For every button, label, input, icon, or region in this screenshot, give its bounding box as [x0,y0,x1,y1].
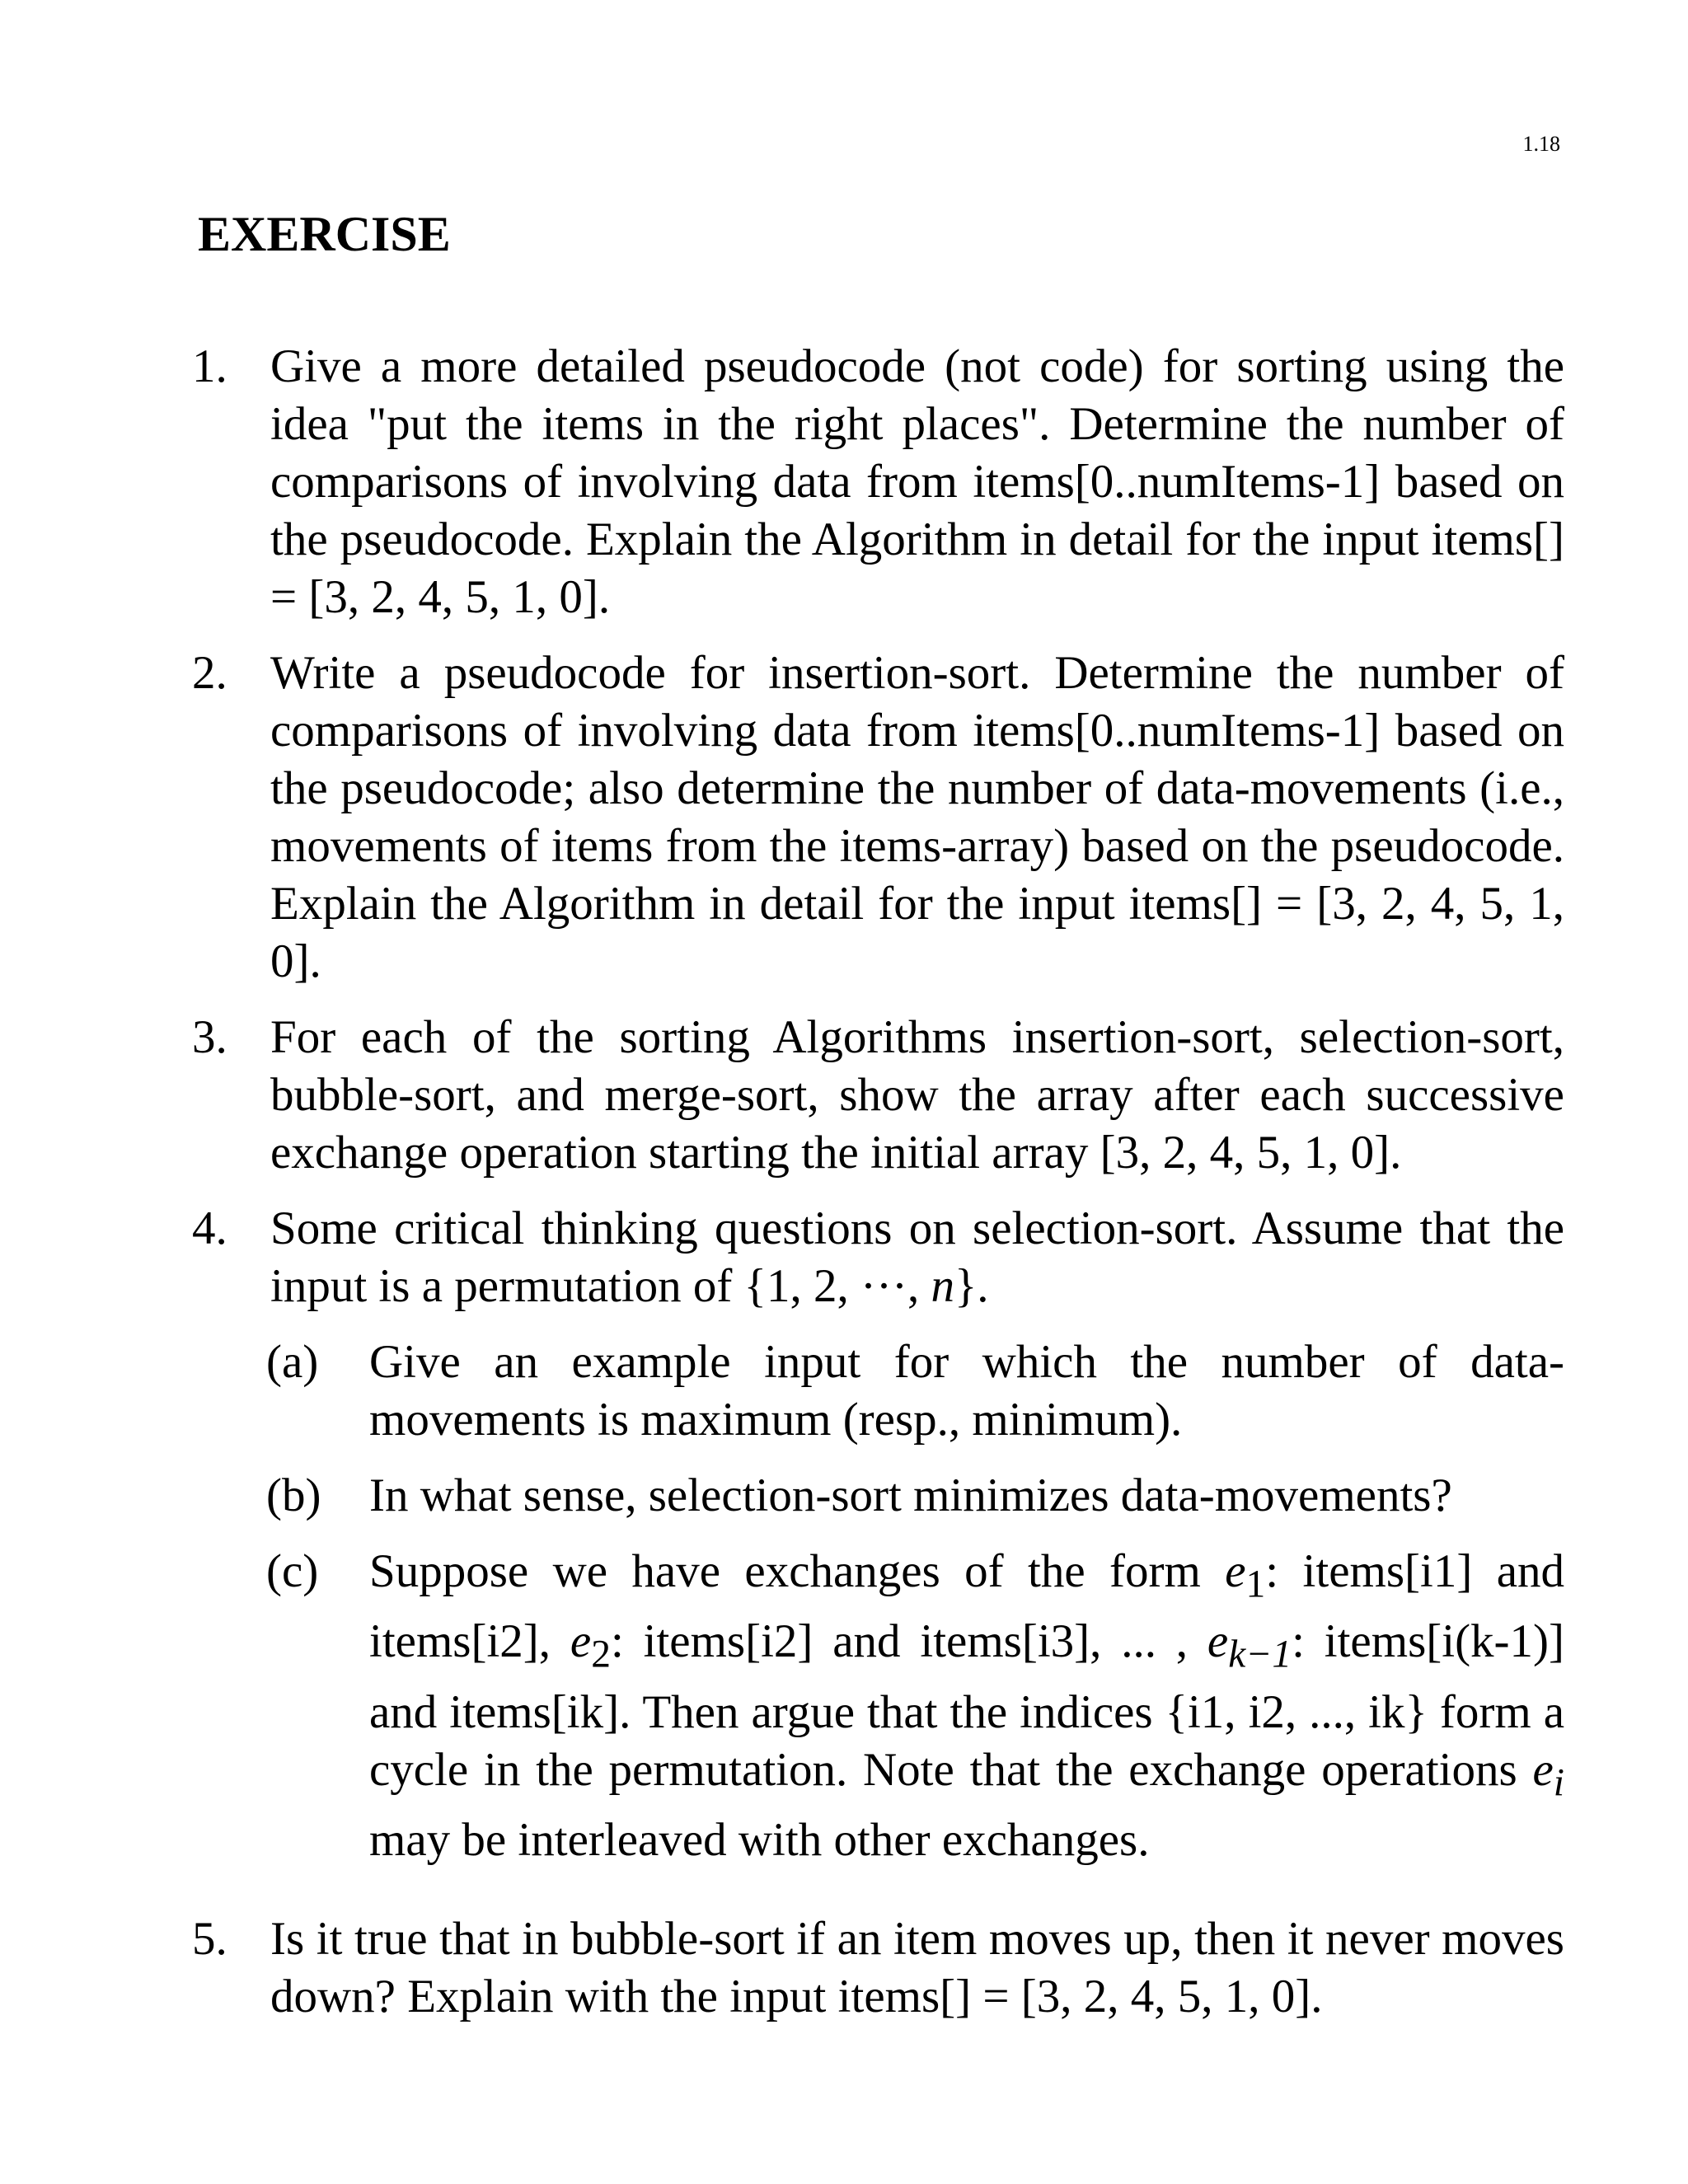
item-text: For each of the sorting Algorithms insertion-sort, selection-sort, bubble-sort, and merge-sort, show the array after each successive exchange operation starting the initial array [3, 2, 4, 5, 1, 0]. [270,1011,1564,1179]
subitem-label: (b) [266,1469,321,1521]
item-number: 3. [192,1011,227,1063]
item-text: Is it true that in bubble-sort if an item moves up, then it never moves down? Explain with the input items[] = [3, 2, 4, 5, 1, 0]. [270,1913,1564,2023]
item-text: Write a pseudocode for insertion-sort. Determine the number of comparisons of involving data from items[0..numItems-1] based on the pseudocode; also determine the number of data-movements (i.e., movements of items from the items-array) based on the pseudocode. Explain the Algorithm in detail for the input items[] = [3, 2, 4, 5, 1, 0]. [270,647,1564,987]
subitem-text: Give an example input for which the number of data-movements is maximum (resp., minimum). [369,1336,1564,1446]
exercise-list [0,338,1688,2044]
exercise-subitem-a [266,1333,1564,1449]
subitem-label: (a) [266,1336,319,1388]
exercise-item-2 [192,644,1564,991]
item-number: 2. [192,647,227,699]
item-number: 5. [192,1913,227,1966]
item-number: 4. [192,1202,227,1254]
exercise-item-3 [192,1009,1564,1182]
exercise-subitem-c [266,1543,1564,1869]
subitem-text: In what sense, selection-sort minimizes data-movements? [369,1469,1452,1521]
exercise-item-4 [192,1200,1564,1315]
spacer [0,1887,1688,1910]
page-title: EXERCISE [198,207,451,261]
item-text: Some critical thinking questions on selection-sort. Assume that the input is a permutation of {1, 2, ···, n}. [270,1202,1564,1312]
exercise-item-1 [192,338,1564,626]
subitem-label: (c) [266,1545,319,1597]
subitem-text: Suppose we have exchanges of the form $e_1$: items[i1] and items[i2], $e_2$: items[i2] and items[i3], ... , $e_{k-1}$: items[i(k-1)] and items[ik]. Then argue that the indices {i1, i2, ..., ik} form a cycle in the permutation. Note that the exchange operations $e_i$ may be interleaved with other exchanges. [369,1545,1564,1867]
exercise-item-5 [192,1910,1564,2026]
item-text: Give a more detailed pseudocode (not code) for sorting using the idea "put the items in the right places". Determine the number of comparisons of involving data from items[0..numItems-1] based on the pseudocode. Explain the Algorithm in detail for the input items[] = [3, 2, 4, 5, 1, 0]. [270,340,1564,623]
exercise-subitem-b [266,1467,1564,1525]
item-number: 1. [192,340,227,392]
page-number: 1.18 [1522,132,1560,156]
